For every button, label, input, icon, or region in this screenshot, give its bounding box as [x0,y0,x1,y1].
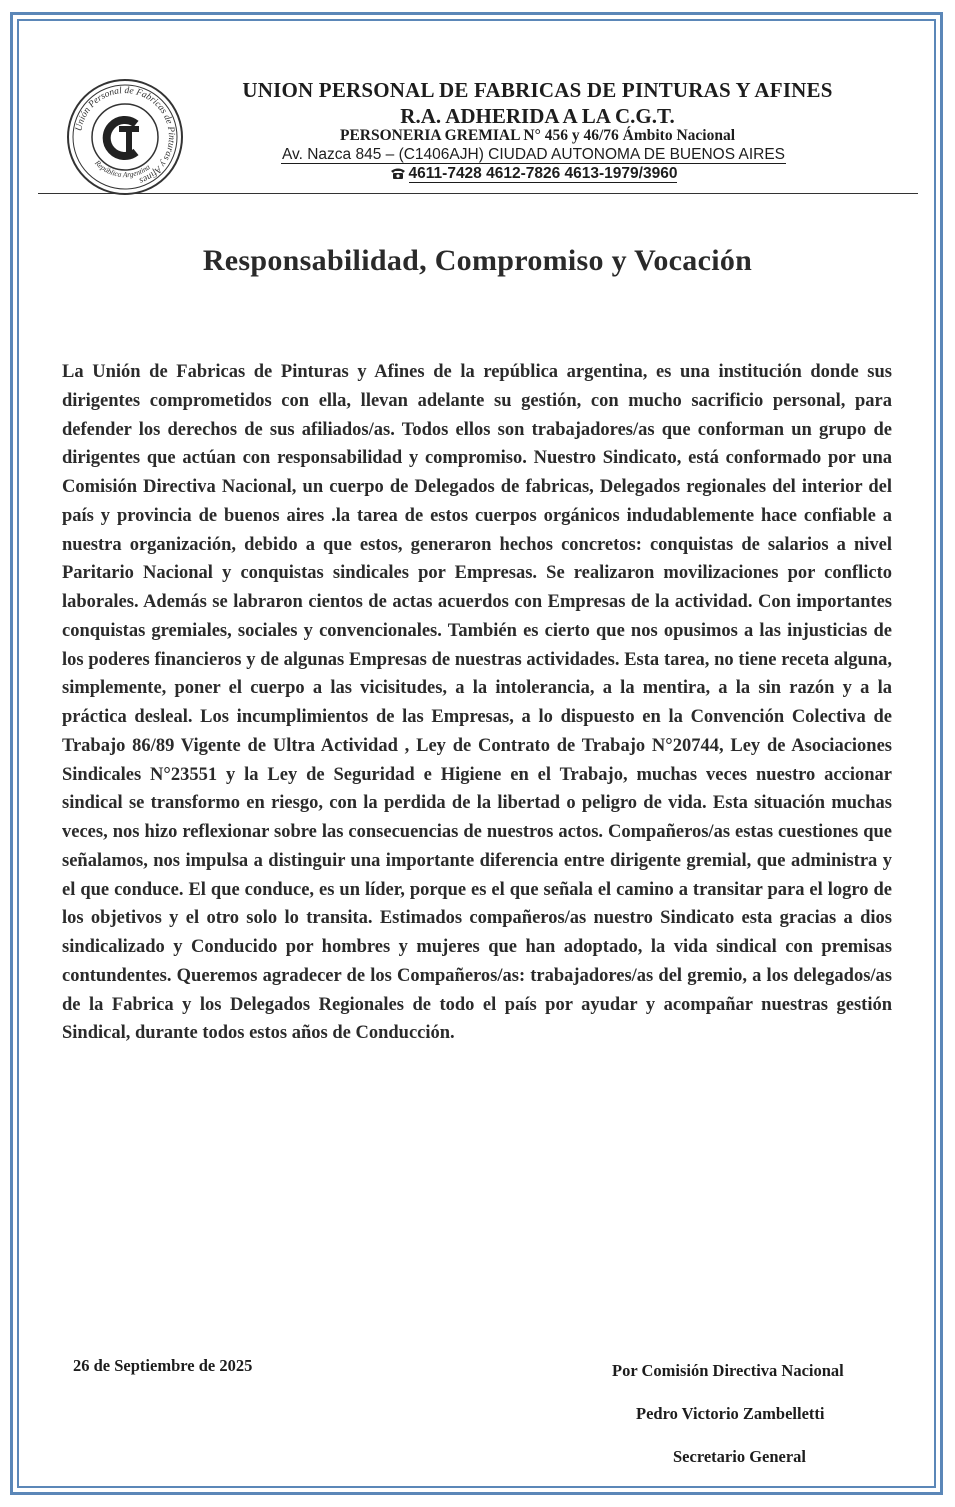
header-org-name: UNION PERSONAL DE FABRICAS DE PINTURAS Y AFINES [242,78,833,102]
body-paragraph: La Unión de Fabricas de Pinturas y Afines de la república argentina, es una institución donde sus dirigentes comprometidos con ella, llevan adelante su gestión, con mucho sacrificio personal, para defender los derechos de sus afiliados/as. Todos ellos son trabajadores/as que conforman un grupo de dirigentes que actúan con responsabilidad y compromiso. Nuestro Sindicato, está conformado por una Comisión Directiva Nacional, un cuerpo de Delegados de fabricas, Delegados regionales del interior del país y provincia de buenos aires .la tarea de estos cuerpos orgánicos indudablemente hace confiable a nuestra organización, debido a que estos, generaron hechos concretos: conquistas de salarios a nivel Paritario Nacional y conquistas sindicales por Empresas. Se realizaron movilizaciones por conflicto laborales. Además se labraron cientos de actas acuerdos con Empresas de la actividad. Con importantes conquistas gremiales, sociales y convencionales. También es cierto que nos opusimos a las injusticias de los poderes financieros y de algunas Empresas de nuestras actividades. Esta tarea, no tiene receta alguna, simplemente, poner el cuerpo a las vicisitudes, a la intolerancia, a la mentira, a la sin razón y a la práctica desleal. Los incumplimientos de las Empresas, a lo dispuesto en la Convención Colectiva de Trabajo 86/89 Vigente de Ultra Actividad , Ley de Contrato de Trabajo N°20744, Ley de Asociaciones Sindicales N°23551 y la Ley de Seguridad e Higiene en el Trabajo, muchas veces nuestro accionar sindical se transformo en riesgo, con la perdida de la libertad o peligro de vida. Esta situación muchas veces, nos hizo reflexionar sobre las consecuencias de nuestros actos. Compañeros/as estas cuestiones que señalamos, nos impulsa a distinguir una importante diferencia entre dirigente gremial, que administra y el que conduce. El que conduce, es un líder, porque es el que señala el camino a transitar para el logro de los objetivos y el otro solo lo transita. Estimados compañeros/as nuestro Sindicato esta gracias a dios sindicalizado y Conducido por hombres y mujeres que han adoptado, la vida sindical con premisas contundentes. Queremos agradecer de los Compañeros/as: trabajadores/as del gremio, a los delegados/as de la Fabrica y los Delegados Regionales de todo el país por ayudar y acompañar nuestras gestión Sindical, durante todos estos años de Conducción. [62,362,892,1044]
signature-name: Pedro Victorio Zambelletti [636,1404,825,1423]
header-divider [38,193,918,194]
header-address [56,146,955,164]
logo-bottom-text: República Argentina [93,158,152,180]
signature-role: Secretario General [673,1447,807,1466]
header-phones-text: 4611-7428 4612-7826 4613-1979/3960 [408,165,678,182]
header-cgt: R.A. ADHERIDA A LA C.G.T. [400,104,675,128]
logo-ring-text: Unión Personal de Fabricas de Pinturas y Afines [74,85,177,186]
signature-committee: Por Comisión Directiva Nacional [612,1361,844,1380]
document-date: 26 de Septiembre de 2025 [73,1356,253,1375]
header-phones [56,165,955,183]
header-personeria: PERSONERIA GREMIAL N° 456 y 46/76 Ámbito Nacional [339,127,736,144]
header-address-text: Av. Nazca 845 – (C1406AJH) CIUDAD AUTONOMA DE BUENOS AIRES [281,146,786,163]
phone-icon [390,167,406,180]
page-title: Responsabilidad, Compromiso y Vocación [202,244,753,277]
